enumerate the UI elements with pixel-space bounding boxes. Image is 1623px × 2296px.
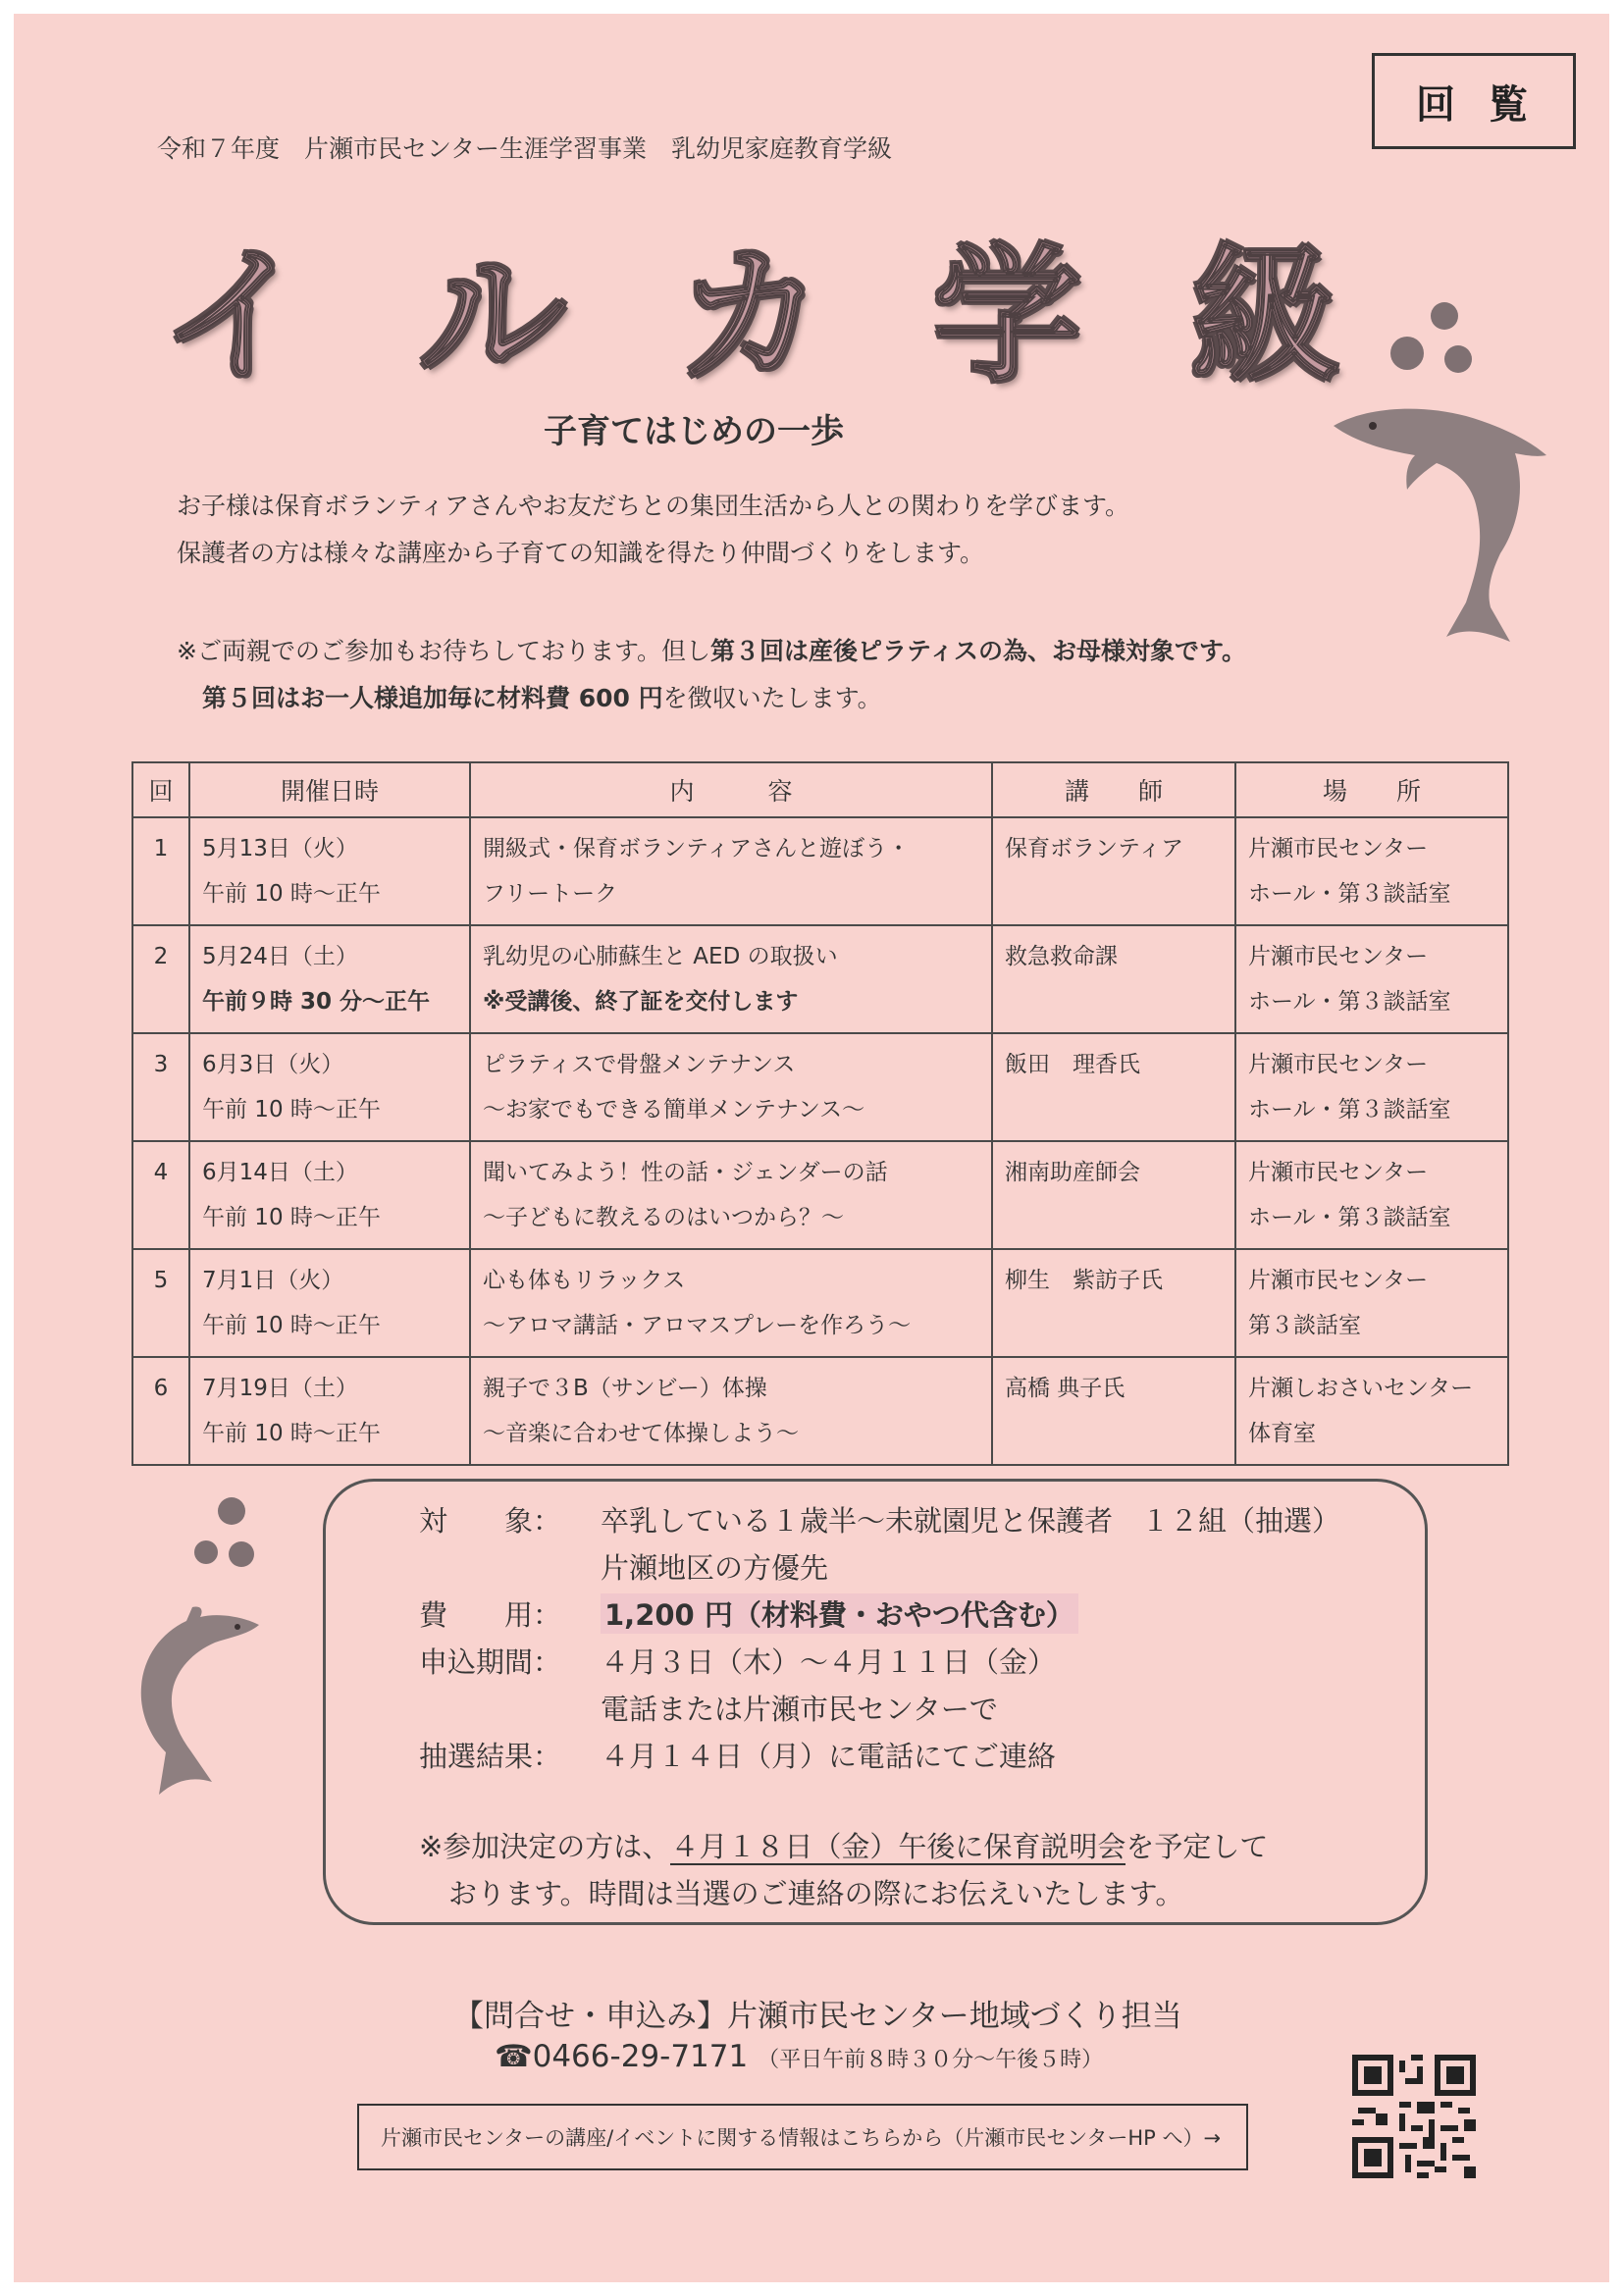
header-date: 開催日時	[189, 762, 470, 817]
row-date: 6月14日（土）	[202, 1160, 358, 1185]
phone-number: ☎0466-29-7171	[495, 2039, 749, 2074]
website-link-box[interactable]: 片瀬市民センターの講座/イベントに関する情報はこちらから（片瀬市民センターHP へ）→	[357, 2104, 1248, 2170]
row-place	[1235, 1141, 1508, 1249]
row-content-sub: ※受講後、終了証を交付します	[483, 989, 799, 1015]
schedule-table	[131, 761, 1509, 1466]
flyer-page	[14, 14, 1609, 2282]
row-num: 5	[132, 1249, 189, 1357]
fee-value: 1,200 円（材料費・おやつ代含む）	[601, 1593, 1078, 1634]
row-datetime	[189, 1249, 470, 1357]
row-date: 6月3日（火）	[202, 1052, 344, 1077]
row-datetime	[189, 1141, 470, 1249]
row-place-2: 第３談話室	[1248, 1313, 1361, 1338]
info-note-1	[419, 1825, 1268, 1865]
circulate-badge: 回覧	[1372, 53, 1576, 149]
row-instructor: 湘南助産師会	[992, 1141, 1235, 1249]
row-content	[470, 817, 992, 925]
note-line-2-suffix: を徴収いたします。	[662, 684, 882, 712]
fee-label: 費 用：	[419, 1598, 562, 1632]
row-place	[1235, 1357, 1508, 1465]
row-content-sub: ～お家でもできる簡単メンテナンス～	[483, 1097, 865, 1122]
row-content	[470, 1141, 992, 1249]
row-place-1: 片瀬市民センター	[1248, 1160, 1429, 1185]
table-row	[132, 1033, 1508, 1141]
result-label: 抽選結果：	[419, 1740, 562, 1773]
note-underlined: ４月１８日（金）午後に保育説明会	[670, 1830, 1126, 1863]
title-char-4: 学	[933, 232, 1081, 402]
row-place-2: ホール・第３談話室	[1248, 1097, 1451, 1122]
row-date: 7月1日（火）	[202, 1268, 344, 1293]
row-instructor: 飯田 理香氏	[992, 1033, 1235, 1141]
row-num: 2	[132, 925, 189, 1033]
title-char-3: カ	[675, 232, 823, 402]
row-content	[470, 1357, 992, 1465]
header-instructor: 講 師	[992, 762, 1235, 817]
period-label: 申込期間：	[419, 1645, 562, 1679]
table-row	[132, 1357, 1508, 1465]
intro-text	[177, 483, 1129, 577]
info-box	[323, 1479, 1428, 1925]
row-place-2: ホール・第３談話室	[1248, 989, 1451, 1015]
main-title	[161, 210, 1338, 402]
row-place-2: ホール・第３談話室	[1248, 1205, 1451, 1230]
title-char-1: イ	[161, 232, 309, 402]
row-place	[1235, 925, 1508, 1033]
note-line-1-prefix: ※ご両親でのご参加もお待ちしております。但し	[177, 637, 710, 665]
row-datetime	[189, 817, 470, 925]
row-time: 午前 10 時～正午	[202, 1097, 381, 1122]
row-place	[1235, 1249, 1508, 1357]
note-suffix: を予定して	[1126, 1830, 1269, 1863]
table-row	[132, 817, 1508, 925]
row-instructor: 高橋 典子氏	[992, 1357, 1235, 1465]
contact-title: 【問合せ・申込み】片瀬市民センター地域づくり担当	[453, 1999, 1182, 2034]
row-place	[1235, 817, 1508, 925]
target-label: 対 象：	[419, 1504, 562, 1538]
intro-line-2: 保護者の方は様々な講座から子育ての知識を得たり仲間づくりをします。	[177, 539, 985, 567]
organizer-line: 令和７年度 片瀬市民センター生涯学習事業 乳幼児家庭教育学級	[157, 134, 893, 163]
office-hours: （平日午前８時３０分～午後５時）	[758, 2048, 1104, 2072]
note-prefix: ※参加決定の方は、	[419, 1830, 671, 1863]
row-time: 午前 10 時～正午	[202, 1421, 381, 1446]
row-place-1: 片瀬市民センター	[1248, 944, 1429, 969]
result-value: ４月１４日（月）に電話にてご連絡	[601, 1740, 1057, 1773]
row-instructor: 救急救命課	[992, 925, 1235, 1033]
row-datetime	[189, 1357, 470, 1465]
qr-code-icon[interactable]	[1352, 2055, 1476, 2178]
row-date: 5月24日（土）	[202, 944, 358, 969]
subtitle: 子育てはじめの一歩	[544, 412, 844, 451]
row-time: 午前９時 30 分～正午	[202, 989, 431, 1015]
intro-line-1: お子様は保育ボランティアさんやお友だちとの集団生活から人との関わりを学びます。	[177, 492, 1130, 520]
table-row	[132, 1249, 1508, 1357]
notes-text	[177, 628, 1246, 722]
title-char-2: ル	[418, 232, 566, 402]
row-content	[470, 1033, 992, 1141]
target-value: 卒乳している１歳半～未就園児と保護者 １２組（抽選）	[601, 1504, 1341, 1538]
row-num: 1	[132, 817, 189, 925]
title-char-5: 級	[1190, 232, 1338, 402]
period-value-2: 電話または片瀬市民センターで	[601, 1693, 998, 1726]
header-content: 内 容	[470, 762, 992, 817]
row-content-main: 親子で３B（サンビー）体操	[483, 1376, 767, 1401]
row-num: 4	[132, 1141, 189, 1249]
header-place: 場 所	[1235, 762, 1508, 817]
note-line-1	[177, 628, 1246, 675]
row-time: 午前 10 時～正午	[202, 1205, 381, 1230]
target-value-2: 片瀬地区の方優先	[601, 1551, 829, 1585]
dolphin-icon	[1329, 396, 1554, 661]
row-place-1: 片瀬市民センター	[1248, 1052, 1429, 1077]
row-place-1: 片瀬市民センター	[1248, 836, 1429, 861]
row-content-main: 心も体もリラックス	[483, 1268, 686, 1293]
row-instructor: 保育ボランティア	[992, 817, 1235, 925]
row-datetime	[189, 925, 470, 1033]
row-date: 7月19日（土）	[202, 1376, 358, 1401]
info-note-2: おります。時間は当選のご連絡の際にお伝えいたします。	[448, 1877, 1184, 1910]
row-content-main: 乳幼児の心肺蘇生と AED の取扱い	[483, 944, 838, 969]
schedule-header-row	[132, 762, 1508, 817]
row-content-sub: ～アロマ講話・アロマスプレーを作ろう～	[483, 1313, 912, 1338]
row-content	[470, 925, 992, 1033]
row-content-main: ピラティスで骨盤メンテナンス	[483, 1052, 796, 1077]
row-place-2: ホール・第３談話室	[1248, 881, 1451, 907]
row-place-2: 体育室	[1248, 1421, 1316, 1446]
row-date: 5月13日（火）	[202, 836, 358, 861]
row-content	[470, 1249, 992, 1357]
row-time: 午前 10 時～正午	[202, 881, 381, 907]
row-num: 6	[132, 1357, 189, 1465]
row-content-main: 聞いてみよう！性の話・ジェンダーの話	[483, 1160, 888, 1185]
note-line-2	[177, 675, 1246, 722]
row-place-1: 片瀬しおさいセンター	[1248, 1376, 1474, 1401]
bubbles-icon	[1387, 298, 1486, 387]
row-content-main: 開級式・保育ボランティアさんと遊ぼう・	[483, 836, 911, 861]
period-value: ４月３日（木）～４月１１日（金）	[601, 1645, 1057, 1679]
header-num: 回	[132, 762, 189, 817]
note-line-1-bold: 第３回は産後ピラティスの為、お母様対象です。	[709, 637, 1246, 665]
row-time: 午前 10 時～正午	[202, 1313, 381, 1338]
row-content-sub: フリートーク	[483, 881, 618, 907]
table-row	[132, 925, 1508, 1033]
row-datetime	[189, 1033, 470, 1141]
contact-phone	[495, 2039, 1103, 2074]
row-instructor: 柳生 紫訪子氏	[992, 1249, 1235, 1357]
row-place-1: 片瀬市民センター	[1248, 1268, 1429, 1293]
row-content-sub: ～音楽に合わせて体操しよう～	[483, 1421, 799, 1446]
row-place	[1235, 1033, 1508, 1141]
row-num: 3	[132, 1033, 189, 1141]
table-row	[132, 1141, 1508, 1249]
row-content-sub: ～子どもに教えるのはいつから？～	[483, 1205, 844, 1230]
dolphin-icon	[122, 1603, 279, 1800]
note-line-2-bold: 第５回はお一人様追加毎に材料費 600 円	[202, 684, 663, 712]
bubbles-icon	[190, 1495, 269, 1574]
